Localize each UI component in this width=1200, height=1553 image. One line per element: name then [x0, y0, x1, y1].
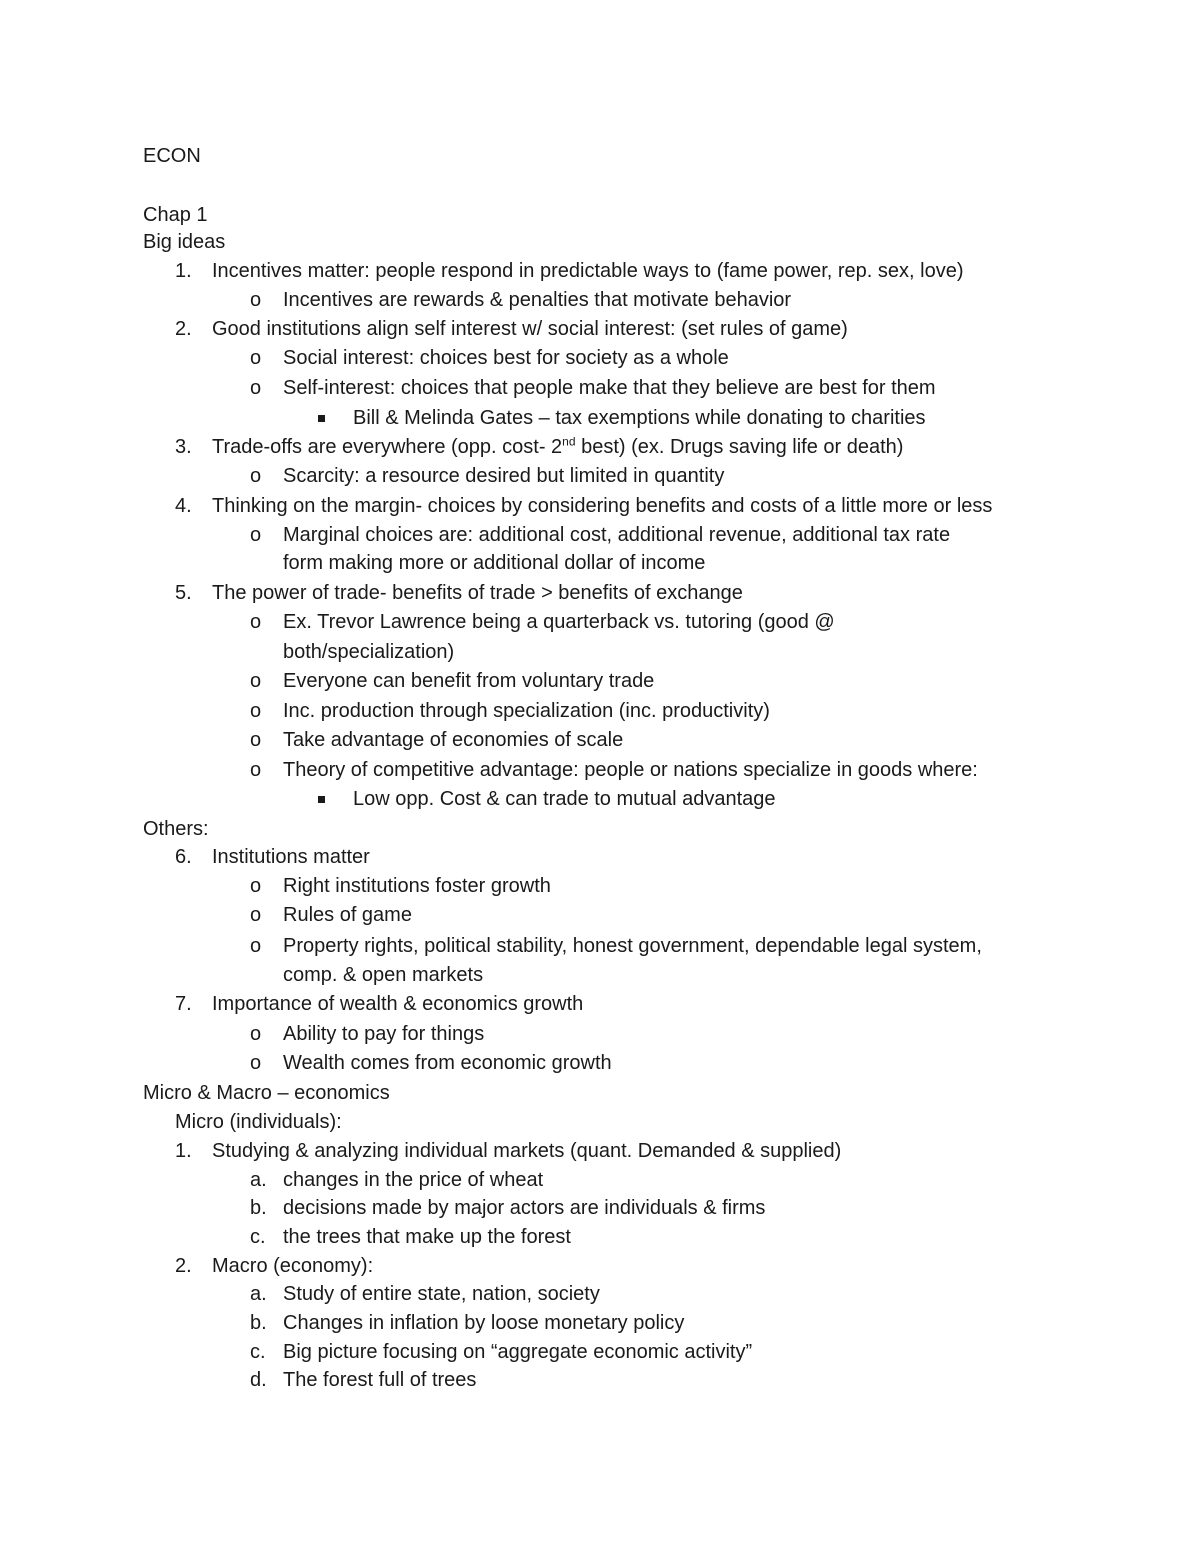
circle-bullet-icon: o: [250, 670, 262, 692]
list-item: 3. Trade-offs are everywhere (opp. cost- 2nd best) (ex. Drugs saving life or death): [175, 434, 904, 458]
sub-list-item-continuation: comp. & open markets: [283, 964, 484, 986]
square-bullet-icon: [318, 415, 325, 422]
doc-title: ECON: [143, 145, 201, 167]
sub-list-item: o Scarcity: a resource desired but limited in quantity: [0, 462, 1200, 491]
sub-list-item: o Marginal choices are: additional cost, additional revenue, additional tax rate: [0, 521, 1200, 550]
circle-bullet-icon: o: [250, 935, 262, 957]
circle-bullet-icon: o: [250, 759, 262, 781]
list-item: 2. Good institutions align self interest w/ social interest: (set rules of game): [175, 318, 848, 340]
others-heading: Others:: [143, 818, 209, 840]
sub-list-item: o Incentives are rewards & penalties that motivate behavior: [0, 286, 1200, 315]
sub-sub-list-item: Bill & Melinda Gates – tax exemptions while donating to charities: [0, 404, 1200, 433]
big-ideas-heading: Big ideas: [143, 231, 226, 253]
circle-bullet-icon: o: [250, 1052, 262, 1074]
list-item: 5. The power of trade- benefits of trade > benefits of exchange: [175, 582, 743, 604]
lettered-item: c. Big picture focusing on “aggregate economic activity”: [250, 1341, 753, 1363]
sub-list-item: o Ex. Trevor Lawrence being a quarterback vs. tutoring (good @: [0, 608, 1200, 637]
list-item: 4. Thinking on the margin- choices by considering benefits and costs of a little more or less: [175, 495, 993, 517]
circle-bullet-icon: o: [250, 524, 262, 546]
circle-bullet-icon: o: [250, 347, 262, 369]
micro-heading: Micro (individuals):: [175, 1111, 342, 1133]
sub-list-item: o Wealth comes from economic growth: [0, 1049, 1200, 1078]
list-item: 6. Institutions matter: [175, 846, 370, 868]
lettered-item: b. Changes in inflation by loose monetary policy: [250, 1312, 685, 1334]
circle-bullet-icon: o: [250, 289, 262, 311]
sub-list-item-continuation: both/specialization): [283, 641, 455, 663]
list-item: 7. Importance of wealth & economics growth: [175, 993, 584, 1015]
lettered-item: a. Study of entire state, nation, society: [250, 1283, 600, 1305]
lettered-item: d. The forest full of trees: [250, 1369, 477, 1391]
sub-list-item: o Theory of competitive advantage: people or nations specialize in goods where:: [0, 756, 1200, 785]
chapter-heading: Chap 1: [143, 204, 208, 226]
circle-bullet-icon: o: [250, 1023, 262, 1045]
sub-list-item: o Rules of game: [0, 901, 1200, 930]
circle-bullet-icon: o: [250, 377, 262, 399]
lettered-item: b. decisions made by major actors are individuals & firms: [250, 1197, 766, 1219]
sub-list-item: o Ability to pay for things: [0, 1020, 1200, 1049]
lettered-item: c. the trees that make up the forest: [250, 1226, 571, 1248]
list-item: 2. Macro (economy):: [175, 1255, 374, 1277]
sub-list-item-continuation: form making more or additional dollar of income: [283, 552, 706, 574]
square-bullet-icon: [318, 796, 325, 803]
circle-bullet-icon: o: [250, 729, 262, 751]
sub-list-item: o Everyone can benefit from voluntary trade: [0, 667, 1200, 696]
lettered-item: a. changes in the price of wheat: [250, 1169, 544, 1191]
sub-sub-list-item: Low opp. Cost & can trade to mutual advantage: [0, 785, 1200, 814]
circle-bullet-icon: o: [250, 904, 262, 926]
list-item: 1. Studying & analyzing individual markets (quant. Demanded & supplied): [175, 1140, 842, 1162]
sub-list-item: o Take advantage of economies of scale: [0, 726, 1200, 755]
sub-list-item: o Property rights, political stability, honest government, dependable legal system,: [0, 932, 1200, 961]
circle-bullet-icon: o: [250, 875, 262, 897]
list-item: 1. Incentives matter: people respond in predictable ways to (fame power, rep. sex, love): [175, 260, 964, 282]
sub-list-item: o Inc. production through specialization (inc. productivity): [0, 697, 1200, 726]
circle-bullet-icon: o: [250, 700, 262, 722]
micro-macro-heading: Micro & Macro – economics: [143, 1082, 390, 1104]
circle-bullet-icon: o: [250, 611, 262, 633]
sub-list-item: o Self-interest: choices that people make that they believe are best for them: [0, 374, 1200, 403]
sub-list-item: o Social interest: choices best for society as a whole: [0, 344, 1200, 373]
sub-list-item: o Right institutions foster growth: [0, 872, 1200, 901]
circle-bullet-icon: o: [250, 465, 262, 487]
